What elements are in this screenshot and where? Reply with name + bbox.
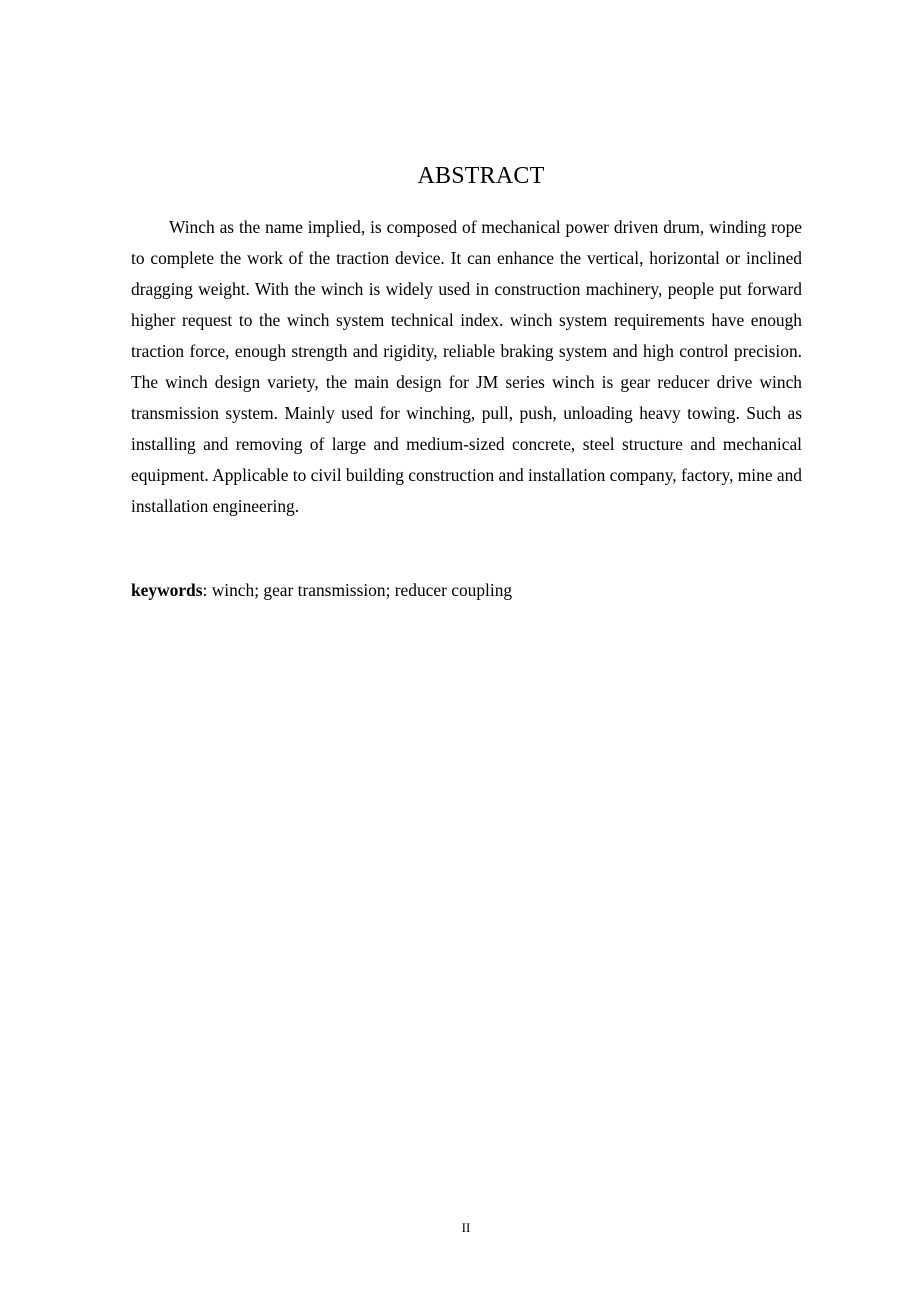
keywords-label: keywords [131, 580, 203, 600]
page-title: ABSTRACT [417, 163, 545, 189]
keywords-line [131, 575, 802, 606]
keywords-separator: : [202, 580, 208, 600]
keywords-text: winch; gear transmission; reducer coupling [207, 580, 513, 600]
page-number: II [461, 1220, 471, 1235]
abstract-paragraph: Winch as the name implied, is composed of mechanical power driven drum, winding rope to complete the work of the traction device. It can enhance the vertical, horizontal or inclined dragging weight. With the winch is widely used in construction machinery, people put forward higher request to the winch system technical index. winch system requirements have enough traction force, enough strength and rigidity, reliable braking system and high control precision. The winch design variety, the main design for JM series winch is gear reducer drive winch transmission system. Mainly used for winching, pull, push, unloading heavy towing. Such as installing and removing of large and medium-sized concrete, steel structure and mechanical equipment. Applicable to civil building construction and installation company, factory, mine and installation engineering. [131, 217, 802, 516]
